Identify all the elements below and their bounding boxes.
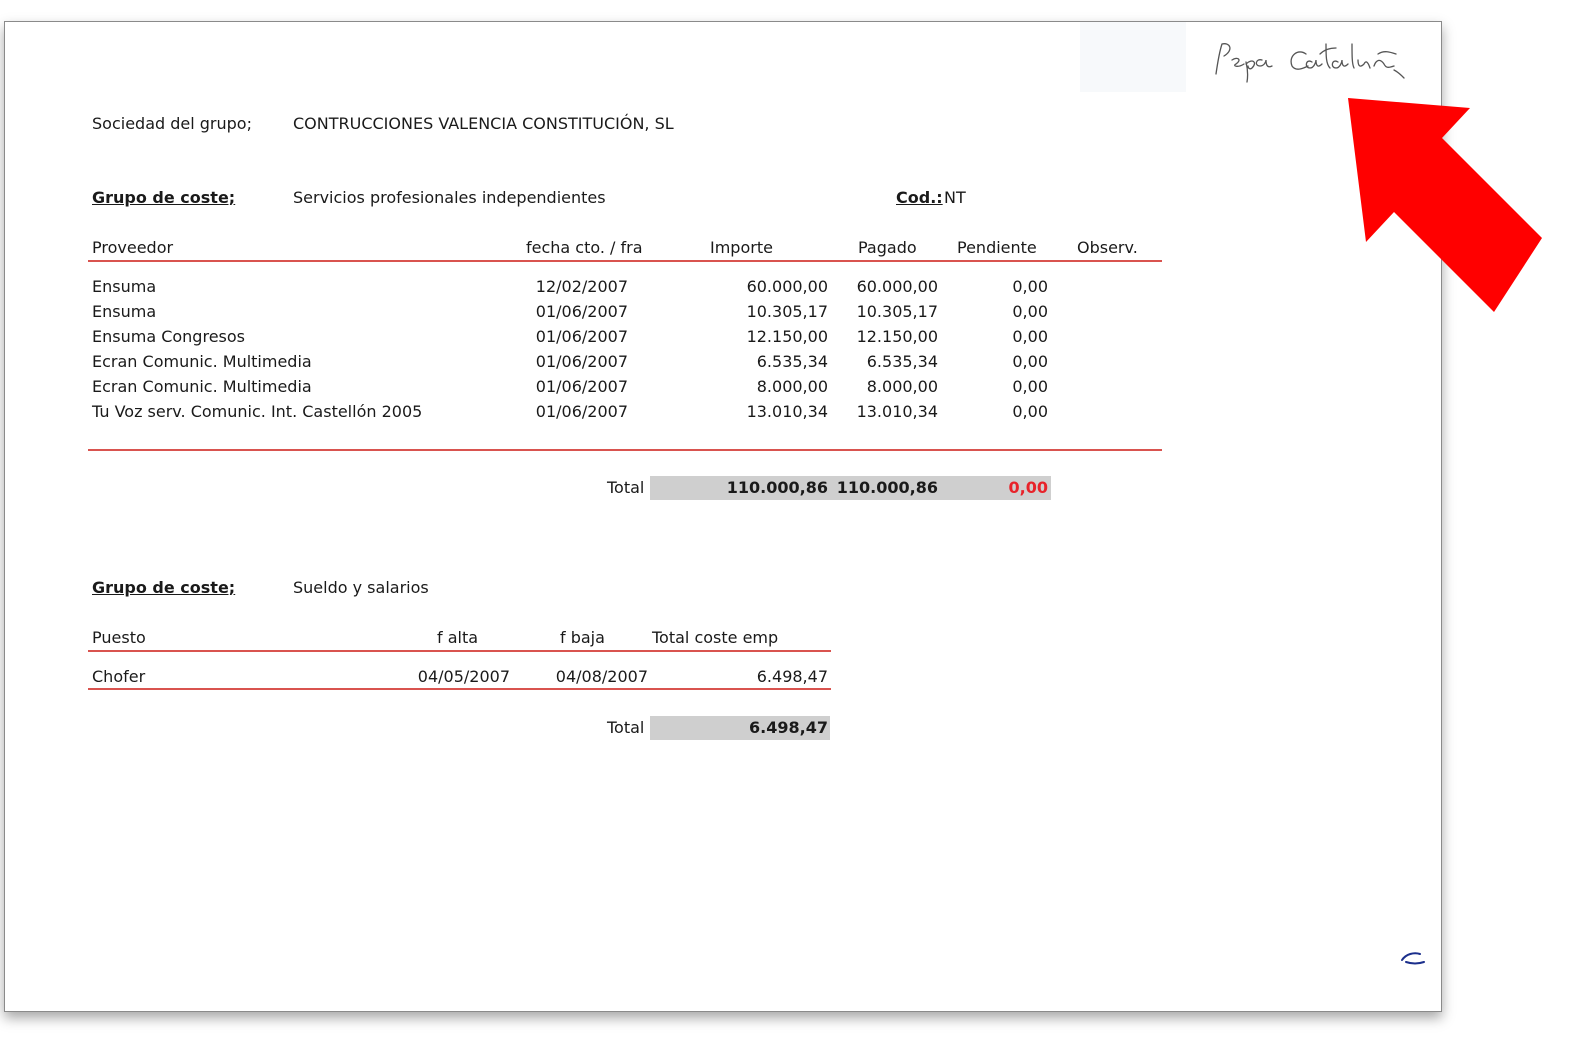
cell-proveedor: Tu Voz serv. Comunic. Int. Castellón 2005 [92, 402, 423, 421]
cell-pendiente: 0,00 [1012, 377, 1048, 396]
cell-pagado: 6.535,34 [866, 352, 938, 371]
header-pagado: Pagado [858, 238, 917, 257]
group1-label: Grupo de coste; [92, 188, 236, 207]
cell-importe: 10.305,17 [746, 302, 828, 321]
group1-code-label: Cod.: [896, 188, 943, 207]
red-arrow-annotation [1330, 90, 1550, 320]
cell-fecha: 01/06/2007 [535, 352, 628, 371]
header-importe: Importe [710, 238, 773, 257]
group1-total-pendiente: 0,00 [1008, 478, 1048, 497]
cell-importe: 13.010,34 [746, 402, 828, 421]
header-total-coste: Total coste emp [652, 628, 779, 647]
cell-fecha: 01/06/2007 [535, 327, 628, 346]
header-fecha: fecha cto. / fra [526, 238, 643, 257]
group2-footer-rule [88, 688, 831, 690]
cell-importe: 8.000,00 [756, 377, 828, 396]
group2-header-rule [88, 650, 831, 652]
cell-importe: 12.150,00 [746, 327, 828, 346]
group2-name: Sueldo y salarios [293, 578, 429, 597]
scan-artifact [1080, 22, 1186, 92]
header-puesto: Puesto [92, 628, 146, 647]
cell-total-coste: 6.498,47 [756, 667, 828, 686]
header-pendiente: Pendiente [957, 238, 1037, 257]
group1-header-rule [88, 260, 1162, 262]
header-observ: Observ. [1077, 238, 1138, 257]
group2-total-value: 6.498,47 [749, 718, 828, 737]
cell-pendiente: 0,00 [1012, 302, 1048, 321]
cell-f-baja: 04/08/2007 [555, 667, 648, 686]
cell-pendiente: 0,00 [1012, 327, 1048, 346]
cell-pagado: 60.000,00 [856, 277, 938, 296]
cell-proveedor: Ensuma [92, 277, 157, 296]
handwritten-signature [1208, 36, 1408, 86]
cell-proveedor: Ensuma [92, 302, 157, 321]
cell-pagado: 10.305,17 [856, 302, 938, 321]
header-proveedor: Proveedor [92, 238, 174, 257]
cell-fecha: 01/06/2007 [535, 402, 628, 421]
cell-pendiente: 0,00 [1012, 352, 1048, 371]
document-page [4, 21, 1442, 1012]
group1-name: Servicios profesionales independientes [293, 188, 606, 207]
group1-total-pagado: 110.000,86 [836, 478, 938, 497]
cell-pagado: 12.150,00 [856, 327, 938, 346]
cell-fecha: 01/06/2007 [535, 302, 628, 321]
cell-pagado: 13.010,34 [856, 402, 938, 421]
header-f-baja: f baja [560, 628, 605, 647]
company-label: Sociedad del grupo; [92, 114, 252, 133]
cell-pendiente: 0,00 [1012, 277, 1048, 296]
cell-puesto: Chofer [92, 667, 146, 686]
cell-fecha: 01/06/2007 [535, 377, 628, 396]
cell-fecha: 12/02/2007 [535, 277, 628, 296]
group1-total-label: Total [607, 478, 645, 497]
cell-pagado: 8.000,00 [866, 377, 938, 396]
cell-importe: 6.535,34 [756, 352, 828, 371]
group2-label: Grupo de coste; [92, 578, 236, 597]
ink-mark [1398, 946, 1426, 968]
cell-importe: 60.000,00 [746, 277, 828, 296]
group2-total-label: Total [607, 718, 645, 737]
cell-proveedor: Ecran Comunic. Multimedia [92, 352, 312, 371]
group1-footer-rule [88, 449, 1162, 451]
cell-proveedor: Ecran Comunic. Multimedia [92, 377, 312, 396]
group1-code: NT [944, 188, 966, 207]
header-f-alta: f alta [437, 628, 479, 647]
cell-proveedor: Ensuma Congresos [92, 327, 245, 346]
cell-f-alta: 04/05/2007 [417, 667, 510, 686]
cell-pendiente: 0,00 [1012, 402, 1048, 421]
group1-total-importe: 110.000,86 [726, 478, 828, 497]
company-name: CONTRUCCIONES VALENCIA CONSTITUCIÓN, SL [293, 114, 674, 133]
